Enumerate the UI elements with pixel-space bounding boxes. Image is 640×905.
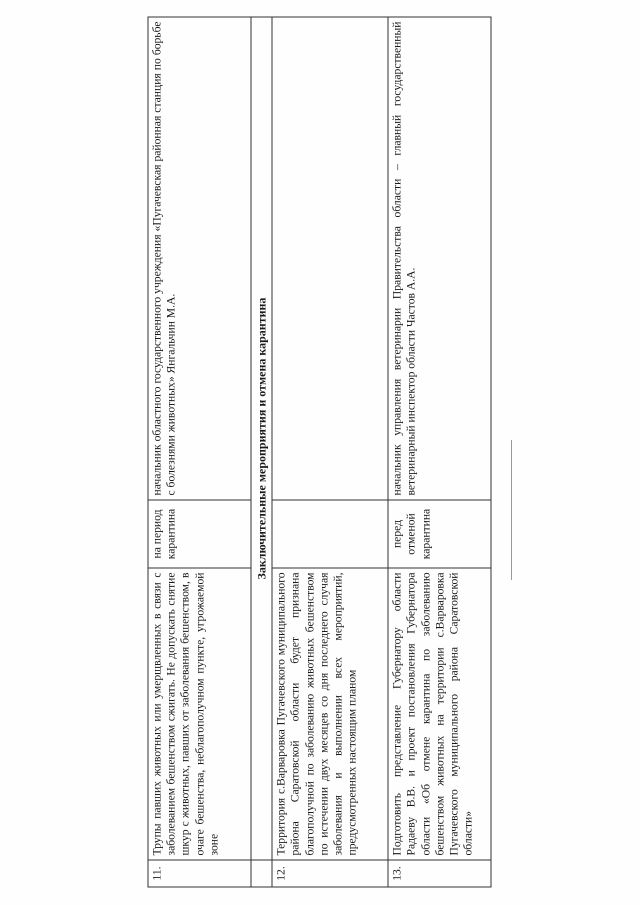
measures-table	[148, 17, 492, 888]
term-cell	[272, 500, 388, 568]
rotated-table-sheet	[148, 18, 493, 888]
action-cell: Трупы павших животных или умерщвленных в связи с заболеванием бешенством сжигать. Не допускать снятие шкур с животных, павших от заболевания бешенством, в очаге бешенства, неблагополучном пункте, угрожаемой зоне	[148, 568, 251, 860]
section-title: Заключительные мероприятия и отмена карантина	[251, 17, 272, 860]
action-cell: Территория с.Варваровка Пугачевского муниципального района Саратовской области будет признана благополучной по заболеванию животных бешенством по истечении двух месяцев со дня последнего случая заболевания и выполнении всех мероприятий, предусмотренных настоящим планом	[272, 568, 388, 860]
row-number: 13.	[388, 860, 491, 887]
table-row	[388, 17, 491, 887]
row-number: 11.	[148, 860, 251, 887]
term-cell: перед отменой карантина	[388, 500, 491, 568]
term-cell: на период карантина	[148, 500, 251, 568]
table-row	[148, 17, 251, 887]
section-spacer	[251, 860, 272, 887]
responsible-cell: начальник управления ветеринарии Правительства области – главный государственный ветеринарный инспектор области Частов А.А.	[388, 17, 491, 500]
row-number: 12.	[272, 860, 388, 887]
responsible-cell	[272, 17, 388, 500]
responsible-cell: начальник областного государственного учреждения «Пугачевская районная станция по борьбе с болезнями животных» Янгальчин М.А.	[148, 17, 251, 500]
action-cell: Подготовить представление Губернатору области Радаеву В.В. и проект постановления Губернатора области «Об отмене карантина по заболеванию бешенством животных на территории с.Варваровка Пугачевского муниципального района Саратовской области»	[388, 568, 491, 860]
scan-mark-line	[511, 440, 512, 580]
table-row	[272, 17, 388, 887]
section-row	[251, 17, 272, 887]
